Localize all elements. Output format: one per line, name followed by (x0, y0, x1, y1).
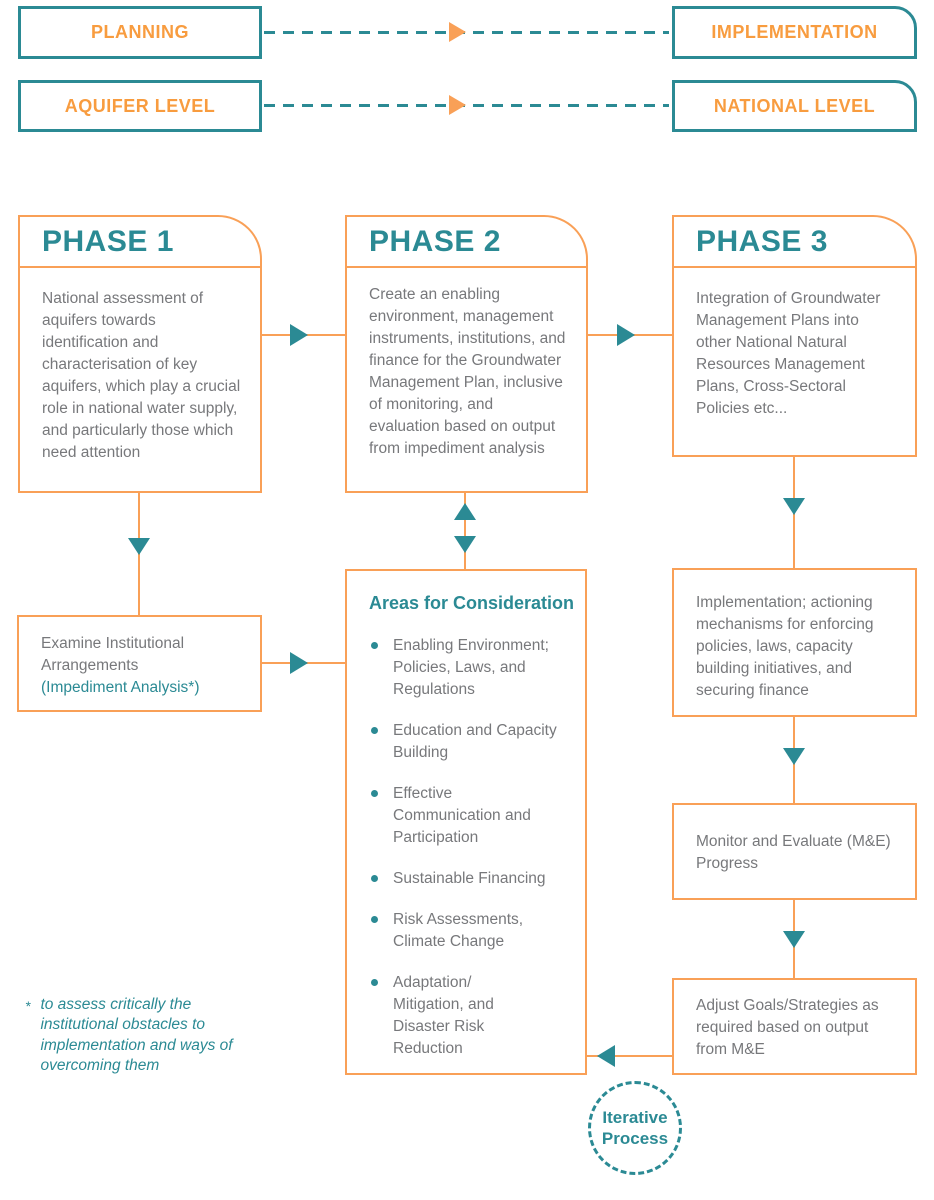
national-level-box (672, 80, 917, 132)
phase-2-title: PHASE 2 (347, 217, 586, 268)
bullet-text: Risk Assessments, Climate Change (393, 910, 524, 950)
areas-title: Areas for Consideration (369, 593, 575, 613)
phase-2-box (345, 215, 588, 493)
footnote (25, 995, 240, 1077)
up-arrowhead-icon (454, 503, 476, 520)
bullet-dot-icon (371, 979, 378, 986)
footnote-text: to assess critically the institutional obstacles to implementation and ways of overcoming them (40, 996, 233, 1075)
implementation-text: Implementation; actioning mechanisms for enforcing policies, laws, capacity building initiatives, and securing finance (696, 594, 874, 699)
down-arrowhead-icon (783, 748, 805, 765)
right-arrow-icon (449, 22, 466, 42)
right-arrow-icon (449, 95, 466, 115)
bullet-text: Enabling Environment; Policies, Laws, and Regulations (393, 636, 549, 698)
planning-implementation-dashed-line (264, 31, 669, 34)
footnote-asterisk: * (25, 998, 31, 1014)
phase-3-title: PHASE 3 (674, 217, 915, 268)
adjust-goals-box (672, 978, 917, 1075)
down-arrowhead-icon (128, 538, 150, 555)
right-arrowhead-icon (290, 652, 308, 674)
phase-1-box (18, 215, 262, 493)
bullet-text: Adaptation/ Mitigation, and Disaster Risk Reduction (393, 973, 494, 1057)
monitor-evaluate-box (672, 803, 917, 900)
monitor-text: Monitor and Evaluate (M&E) Progress (696, 833, 891, 872)
planning-label: PLANNING (91, 22, 189, 42)
areas-for-consideration-box (345, 569, 587, 1075)
phase-1-title: PHASE 1 (20, 217, 260, 268)
planning-box (18, 6, 262, 59)
bullet-dot-icon (371, 642, 378, 649)
list-item (371, 868, 571, 890)
bullet-text: Effective Communication and Participation (393, 784, 531, 846)
adjust-text: Adjust Goals/Strategies as required based on output from M&E (696, 997, 879, 1058)
implementation-actioning-box (672, 568, 917, 717)
phase-3-box (672, 215, 917, 457)
iterative-process-circle (588, 1081, 682, 1175)
left-arrowhead-icon (597, 1045, 615, 1067)
right-arrowhead-icon (290, 324, 308, 346)
bullet-dot-icon (371, 875, 378, 882)
aquifer-level-label: AQUIFER LEVEL (64, 95, 216, 116)
list-item (371, 972, 571, 1060)
bullet-dot-icon (371, 727, 378, 734)
examine-line2: (Impediment Analysis*) (41, 679, 200, 696)
bullet-text: Education and Capacity Building (393, 721, 557, 761)
implementation-box (672, 6, 917, 59)
right-arrowhead-icon (617, 324, 635, 346)
bullet-dot-icon (371, 790, 378, 797)
list-item (371, 783, 571, 849)
phase-3-body: Integration of Groundwater Management Plans into other National Natural Resources Management Plans, Cross-Sectoral Policies etc... (696, 290, 881, 417)
list-item (371, 720, 571, 764)
examine-line1: Examine Institutional Arrangements (41, 635, 185, 674)
list-item (371, 909, 571, 953)
implementation-label: IMPLEMENTATION (711, 22, 878, 42)
down-arrowhead-icon (783, 498, 805, 515)
phase-2-body: Create an enabling environment, management instruments, institutions, and finance for the Groundwater Management Plan, inclusive of monitoring, and evaluation based on output from impediment analysis (369, 286, 566, 457)
bullet-dot-icon (371, 916, 378, 923)
national-level-label: NATIONAL LEVEL (713, 95, 876, 116)
aquifer-level-box (18, 80, 262, 132)
bullet-text: Sustainable Financing (393, 869, 546, 887)
examine-institutional-box (17, 615, 262, 712)
iterative-process-label: Iterative Process (601, 1107, 669, 1148)
down-arrowhead-icon (454, 536, 476, 553)
phase-1-body: National assessment of aquifers towards identification and characterisation of key aquifers, which play a crucial role in national water supply, and particularly those which need attention (42, 290, 241, 461)
areas-bullet-list (347, 617, 585, 1060)
aquifer-national-dashed-line (264, 104, 669, 107)
list-item (371, 635, 571, 701)
down-arrowhead-icon (783, 931, 805, 948)
